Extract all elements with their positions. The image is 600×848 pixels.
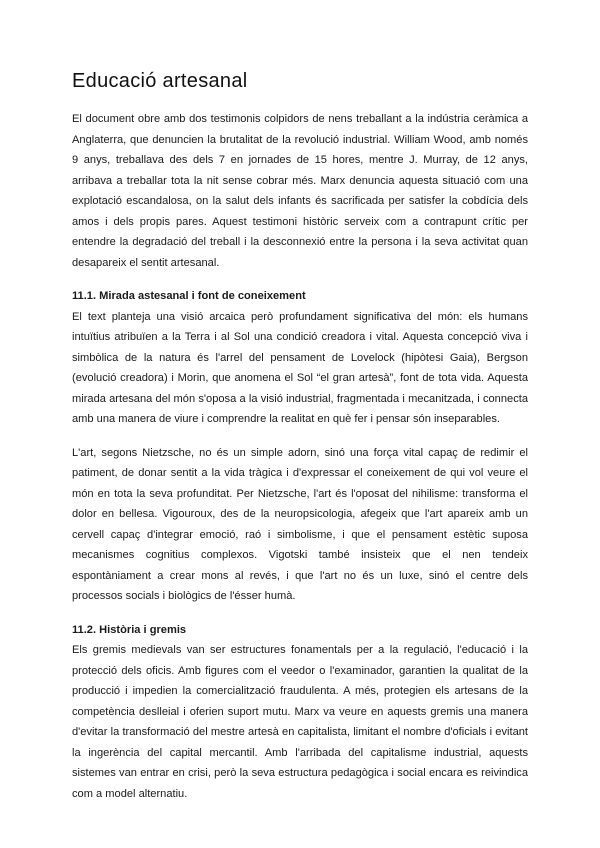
section-heading: 11.2. Història i gremis [72, 623, 187, 636]
section-historia-gremis [72, 620, 528, 805]
section-mirada-artesanal [72, 286, 528, 607]
section-heading: 11.1. Mirada astesanal i font de coneixement [72, 290, 306, 302]
section-paragraph: Els gremis medievals van ser estructures fonamentals per a la regulació, l'educació i la protecció dels oficis. Amb figures com el veedor o l'examinador, garantien la qualitat de la producció i impedien la comercialització fraudulenta. A més, protegien els artesans de la competència deslleial i oferien suport mutu. Marx va veure en aquests gremis una manera d'evitar la transformació del mestre artesà en capitalista, limitant el nombre d'oficials i evitant la ingerència del capital mercantil. Amb l'arribada del capitalisme industrial, aquests sistemes van entrar en crisi, però la seva estructura pedagògica i social encara es reivindica com a model alternatiu. [72, 644, 528, 800]
section-paragraph: El text planteja una visió arcaica però profundament significativa del món: els humans intuïtius atribuïen a la Terra i al Sol una condició creadora i vital. Aquesta concepció viva i simbòlica de la natura és l'arrel del pensament de Lovelock (hipòtesi Gaia), Bergson (evolució creadora) i Morin, que anomena el Sol “el gran artesà”, font de tota vida. Aquesta mirada artesana del món s'oposa a la visió industrial, fragmentada i mecanitzada, i connecta amb una manera de viure i comprendre la realitat en què fer i pensar són inseparables. [72, 310, 528, 425]
intro-paragraph: El document obre amb dos testimonis colpidors de nens treballant a la indústria ceràmica a Anglaterra, que denuncien la brutalitat de la revolució industrial. William Wood, amb només 9 anys, treballava des dels 7 en jornades de 15 hores, mentre J. Murray, de 12 anys, arribava a treballar tota la nit sense cobrar més. Marx denuncia aquesta situació com una explotació escandalosa, on la salut dels infants és sacrificada per satisfer la cobdícia dels amos i dels propis pares. Aquest testimoni històric serveix com a contrapunt crític per entendre la degradació del treball i la desconnexió entre la persona i la seva activitat quan desapareix el sentit artesanal. [72, 113, 528, 269]
page-title: Educació artesanal [72, 70, 248, 92]
section-paragraph: L'art, segons Nietzsche, no és un simple adorn, sinó una força vital capaç de redimir el patiment, de donar sentit a la vida tràgica i d'expressar el coneixement de qui vol veure el món en tota la seva profunditat. Per Nietzsche, l'art és l'oposat del nihilisme: transforma el dolor en bellesa. Vigouroux, des de la neuropsicologia, afegeix que l'art apareix amb un cervell capaç d'integrar emoció, raó i simbolisme, i que el pensament estètic suposa mecanismes cognitius complexos. Vigotski també insisteix que el nen tendeix espontàniament a crear mons al revés, i que l'art no és un luxe, sinó el centre dels processos socials i biològics de l'ésser humà. [72, 446, 528, 602]
